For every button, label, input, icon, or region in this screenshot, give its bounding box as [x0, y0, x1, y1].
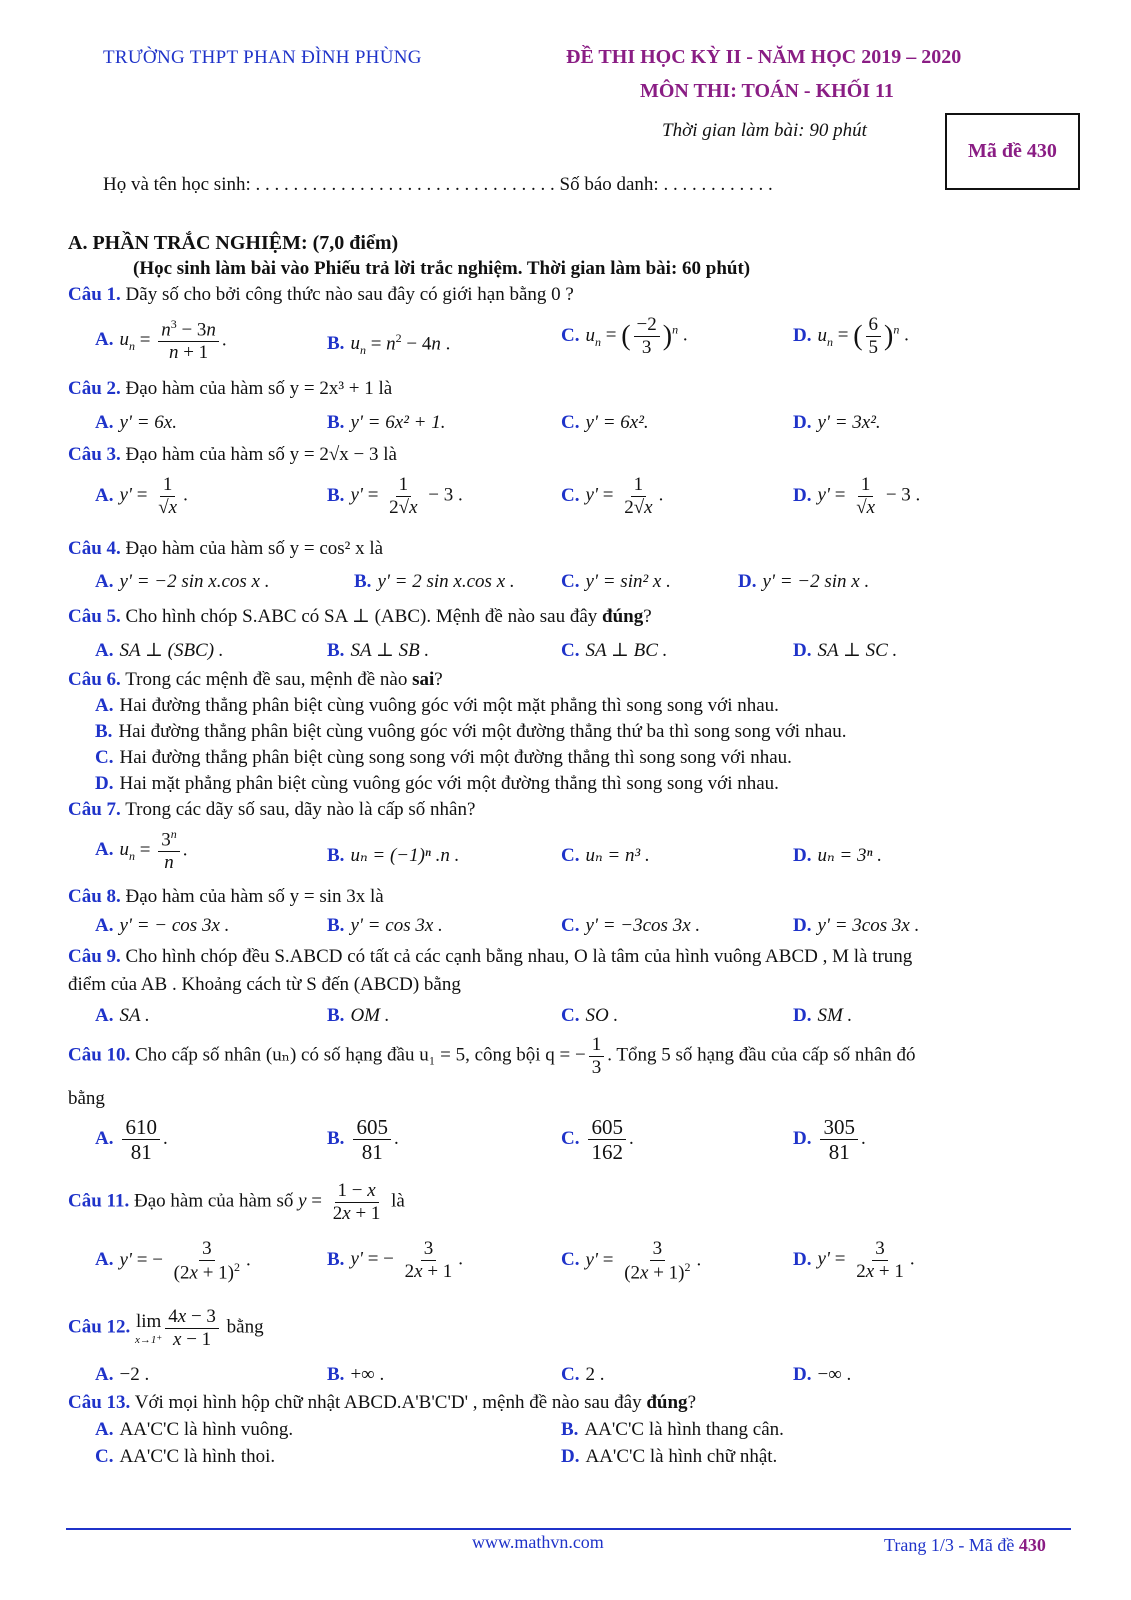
- question-text: Đạo hàm của hàm số y = sin 3x là: [125, 886, 384, 907]
- q11-option-a: A. y' = − $\frac{3}{(2x + 1)^2}$ .: [95, 1238, 251, 1284]
- question-number: Câu 8.: [68, 886, 121, 907]
- exam-time: Thời gian làm bài: 90 phút: [662, 120, 867, 141]
- question-1: [68, 284, 574, 306]
- footer-divider: [66, 1528, 1071, 1530]
- question-13: Câu 13. Với mọi hình hộp chữ nhật ABCD.A'B'C'D' , mệnh đề nào sau đây đúng?: [68, 1392, 696, 1413]
- q12-option-a: A. −2 .: [95, 1364, 150, 1385]
- question-9: [68, 946, 912, 968]
- question-number: Câu 13.: [68, 1392, 131, 1413]
- exam-title: ĐỀ THI HỌC KỲ II - NĂM HỌC 2019 – 2020: [566, 46, 962, 68]
- q8-option-b: B. y' = cos 3x .: [327, 915, 443, 936]
- q6-option-a: A. Hai đường thẳng phân biệt cùng vuông góc với một mặt phẳng thì song song với nhau.: [95, 695, 779, 716]
- q7-option-b: B. uₙ = (−1)ⁿ .n .: [327, 845, 460, 866]
- footer-url[interactable]: www.mathvn.com: [472, 1532, 604, 1552]
- q10-option-a: A. $\frac{610}{81}$ .: [95, 1115, 168, 1165]
- question-number: Câu 3.: [68, 444, 121, 465]
- q13-option-c: C. AA'C'C là hình thoi.: [95, 1446, 276, 1467]
- question-11: Câu 11. Đạo hàm của hàm số y = $\frac{1 - x}{2x + 1}$ là: [68, 1180, 405, 1224]
- question-4: [68, 538, 383, 560]
- question-number: Câu 6.: [68, 669, 121, 690]
- question-number: Câu 7.: [68, 799, 121, 820]
- q1-option-c: C. $u_n$ = ( $\frac{-2}{3}$ )$^n$ .: [561, 314, 688, 358]
- q5-option-a: A. SA ⊥ (SBC) .: [95, 640, 224, 661]
- q7-option-a: A. $u_n$ = $\frac{3^n}{n}$ .: [95, 827, 188, 874]
- exam-subject: MÔN THI: TOÁN - KHỐI 11: [640, 80, 894, 102]
- question-7: [68, 799, 475, 821]
- q10-option-c: C. $\frac{605}{162}$ .: [561, 1115, 634, 1165]
- question-number: Câu 5.: [68, 606, 121, 627]
- q9-option-a: A. SA .: [95, 1005, 150, 1026]
- q10-option-d: D. $\frac{305}{81}$ .: [793, 1115, 866, 1165]
- question-text: Đạo hàm của hàm số y = cos² x là: [125, 538, 384, 559]
- question-text: Với mọi hình hộp chữ nhật ABCD.A'B'C'D' , mệnh đề nào sau đây: [134, 1392, 642, 1413]
- question-number: Câu 2.: [68, 378, 121, 399]
- q12-option-b: B. +∞ .: [327, 1364, 385, 1385]
- question-number: Câu 10.: [68, 1044, 131, 1066]
- question-12: Câu 12. lim x→1⁺ $\frac{4x - 3}{x - 1}$ bằng: [68, 1306, 264, 1350]
- q4-option-d: D. y' = −2 sin x .: [738, 571, 870, 592]
- q11-option-d: D. y' = $\frac{3}{2x + 1}$ .: [793, 1238, 915, 1282]
- section-note: (Học sinh làm bài vào Phiếu trả lời trắc nghiệm. Thời gian làm bài: 60 phút): [133, 258, 751, 279]
- q13-option-d: D. AA'C'C là hình chữ nhật.: [561, 1446, 778, 1467]
- question-text: Đạo hàm của hàm số y = 2√x − 3 là: [125, 444, 397, 465]
- question-text: Cho hình chóp đều S.ABCD có tất cả các cạnh bằng nhau, O là tâm của hình vuông ABCD , M là trung: [125, 946, 913, 967]
- q8-option-a: A. y' = − cos 3x .: [95, 915, 230, 936]
- q6-option-d: D. Hai mặt phẳng phân biệt cùng vuông góc với một đường thẳng thì song song với nhau.: [95, 773, 779, 794]
- section-title: A. PHẦN TRẮC NGHIỆM: (7,0 điểm): [68, 232, 399, 254]
- q8-option-c: C. y' = −3cos 3x .: [561, 915, 701, 936]
- q3-option-d: D. y' = $\frac{1}{√x}$ − 3 .: [793, 474, 921, 518]
- q9-option-b: B. OM .: [327, 1005, 390, 1026]
- exam-code-box: Mã đề 430: [945, 113, 1080, 190]
- q10-option-b: B. $\frac{605}{81}$ .: [327, 1115, 399, 1165]
- q5-option-d: D. SA ⊥ SC .: [793, 640, 898, 661]
- q13-option-b: B. AA'C'C là hình thang cân.: [561, 1419, 784, 1440]
- q3-option-b: B. y' = $\frac{1}{2√x}$ − 3 .: [327, 474, 463, 518]
- student-info-line: Họ và tên học sinh: . . . . . . . . . . . . . . . . . . . . . . . . . . . . . . . . Số báo danh: . . . . . . . . . . . .: [103, 174, 773, 195]
- question-number: Câu 12.: [68, 1316, 131, 1338]
- question-text: Cho cấp số nhân (uₙ) có số hạng đầu u₁ = 5, công bội q = −: [135, 1044, 586, 1066]
- question-text: Trong các dãy số sau, dãy nào là cấp số nhân?: [125, 799, 476, 820]
- q5-option-c: C. SA ⊥ BC .: [561, 640, 668, 661]
- q13-option-a: A. AA'C'C là hình vuông.: [95, 1419, 294, 1440]
- question-text: Đạo hàm của hàm số: [134, 1190, 294, 1212]
- q12-option-c: C. 2 .: [561, 1364, 605, 1385]
- q4-option-c: C. y' = sin² x .: [561, 571, 671, 592]
- q8-option-d: D. y' = 3cos 3x .: [793, 915, 920, 936]
- q2-option-a: A. y' = 6x.: [95, 412, 177, 433]
- q7-option-d: D. uₙ = 3ⁿ .: [793, 845, 882, 866]
- question-8: [68, 886, 384, 908]
- question-text: Dãy số cho bởi công thức nào sau đây có giới hạn bằng 0 ?: [125, 284, 574, 305]
- q9-option-d: D. SM .: [793, 1005, 853, 1026]
- question-number: Câu 4.: [68, 538, 121, 559]
- q3-option-a: A. y' = $\frac{1}{√x}$ .: [95, 474, 188, 518]
- q4-option-a: A. y' = −2 sin x.cos x .: [95, 571, 270, 592]
- q11-option-b: B. y' = − $\frac{3}{2x + 1}$ .: [327, 1238, 464, 1282]
- question-text: Đạo hàm của hàm số y = 2x³ + 1 là: [125, 378, 393, 399]
- question-3: [68, 444, 397, 466]
- q12-option-d: D. −∞ .: [793, 1364, 852, 1385]
- q2-option-c: C. y' = 6x².: [561, 412, 649, 433]
- question-number: Câu 1.: [68, 284, 121, 305]
- question-2: [68, 378, 392, 400]
- question-6: Câu 6. Trong các mệnh đề sau, mệnh đề nào sai?: [68, 669, 443, 690]
- question-10-continued: bằng: [68, 1088, 105, 1109]
- q1-option-a: A. $u_n$ = $\frac{n^3 - 3n}{n + 1}$ .: [95, 317, 227, 364]
- question-number: Câu 11.: [68, 1190, 130, 1212]
- q7-option-c: C. uₙ = n³ .: [561, 845, 650, 866]
- question-9-continued: điểm của AB . Khoảng cách từ S đến (ABCD) bằng: [68, 974, 461, 995]
- q1-option-d: D. $u_n$ = ( $\frac{6}{5}$ )$^n$ .: [793, 314, 909, 358]
- q4-option-b: B. y' = 2 sin x.cos x .: [354, 571, 515, 592]
- question-5: Câu 5. Cho hình chóp S.ABC có SA ⊥ (ABC). Mệnh đề nào sau đây đúng?: [68, 606, 652, 627]
- q11-option-c: C. y' = $\frac{3}{(2x + 1)^2}$ .: [561, 1238, 702, 1284]
- question-text: Trong các mệnh đề sau, mệnh đề nào: [125, 669, 408, 690]
- q2-option-d: D. y' = 3x².: [793, 412, 881, 433]
- q2-option-b: B. y' = 6x² + 1.: [327, 412, 446, 433]
- question-text: Cho hình chóp S.ABC có SA ⊥ (ABC). Mệnh đề nào sau đây: [125, 606, 598, 627]
- footer-page-info: Trang 1/3 - Mã đề 430: [884, 1535, 1046, 1555]
- q1-option-b: B. $u_n = n^2 - 4n$ .: [327, 331, 451, 358]
- q9-option-c: C. SO .: [561, 1005, 619, 1026]
- question-10: Câu 10. Cho cấp số nhân (uₙ) có số hạng đầu u₁ = 5, công bội q = − $\frac{1}{3}$ . Tổng 5 số hạng đầu của cấp số nhân đó: [68, 1034, 916, 1078]
- question-number: Câu 9.: [68, 946, 121, 967]
- school-name: TRƯỜNG THPT PHAN ĐÌNH PHÙNG: [103, 47, 422, 68]
- q6-option-b: B. Hai đường thẳng phân biệt cùng vuông góc với một đường thẳng thứ ba thì song song với nhau.: [95, 721, 847, 742]
- q5-option-b: B. SA ⊥ SB .: [327, 640, 430, 661]
- q6-option-c: C. Hai đường thẳng phân biệt cùng song song với một đường thẳng thì song song với nhau.: [95, 747, 792, 768]
- q3-option-c: C. y' = $\frac{1}{2√x}$ .: [561, 474, 664, 518]
